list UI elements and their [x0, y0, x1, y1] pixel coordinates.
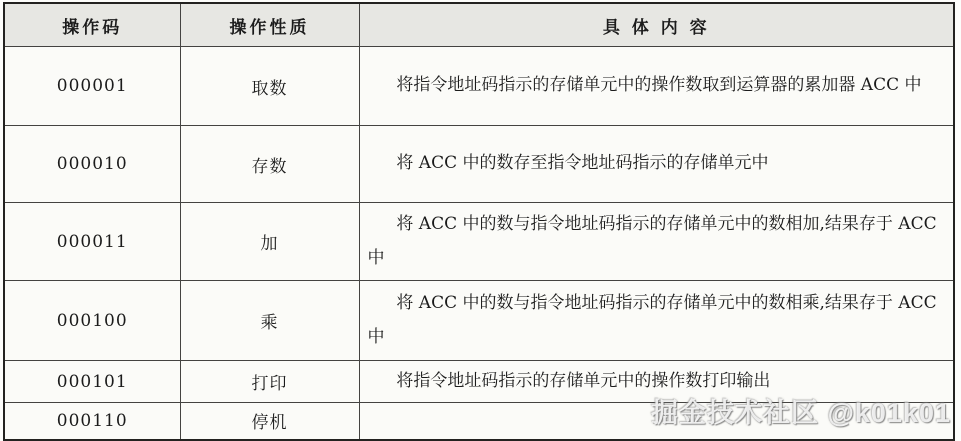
content-text: 将指令地址码指示的存储单元中的操作数取到运算器的累加器 ACC 中 [396, 75, 922, 96]
nature-cell: 乘 [180, 281, 359, 361]
content-cell [359, 361, 954, 403]
table-row [4, 281, 954, 361]
opcode-table [3, 2, 955, 441]
table-row [4, 361, 954, 403]
content-text: 将 ACC 中的数与指令地址码指示的存储单元中的数相乘,结果存于 ACC 中 [367, 293, 937, 347]
content-text: 将指令地址码指示的存储单元中的操作数打印输出 [396, 371, 771, 391]
content-cell [359, 126, 954, 203]
content-cell [359, 281, 954, 361]
opcode-cell: 000100 [4, 281, 180, 361]
nature-cell: 停机 [180, 403, 359, 440]
opcode-cell: 000101 [4, 361, 180, 403]
nature-cell: 加 [180, 203, 359, 281]
opcode-cell: 000010 [4, 126, 180, 203]
column-header-detail: 具 体 内 容 [359, 3, 954, 47]
nature-cell: 存数 [180, 126, 359, 203]
content-cell [359, 403, 954, 440]
column-header-nature: 操作性质 [180, 3, 359, 47]
opcode-cell: 000001 [4, 47, 180, 126]
opcode-cell: 000110 [4, 403, 180, 440]
nature-cell: 取数 [180, 47, 359, 126]
table-row [4, 47, 954, 126]
content-cell [359, 47, 954, 126]
table-row [4, 403, 954, 440]
watermark: 掘金技术社区 @k01k01 [651, 398, 951, 428]
column-header-opcode: 操作码 [4, 3, 180, 47]
content-text: 将 ACC 中的数存至指令地址码指示的存储单元中 [396, 153, 769, 174]
table-row [4, 126, 954, 203]
nature-cell: 打印 [180, 361, 359, 403]
opcode-cell: 000011 [4, 203, 180, 281]
content-cell [359, 203, 954, 281]
table-header-row [4, 3, 954, 47]
table-row [4, 203, 954, 281]
content-text: 将 ACC 中的数与指令地址码指示的存储单元中的数相加,结果存于 ACC 中 [367, 214, 937, 268]
